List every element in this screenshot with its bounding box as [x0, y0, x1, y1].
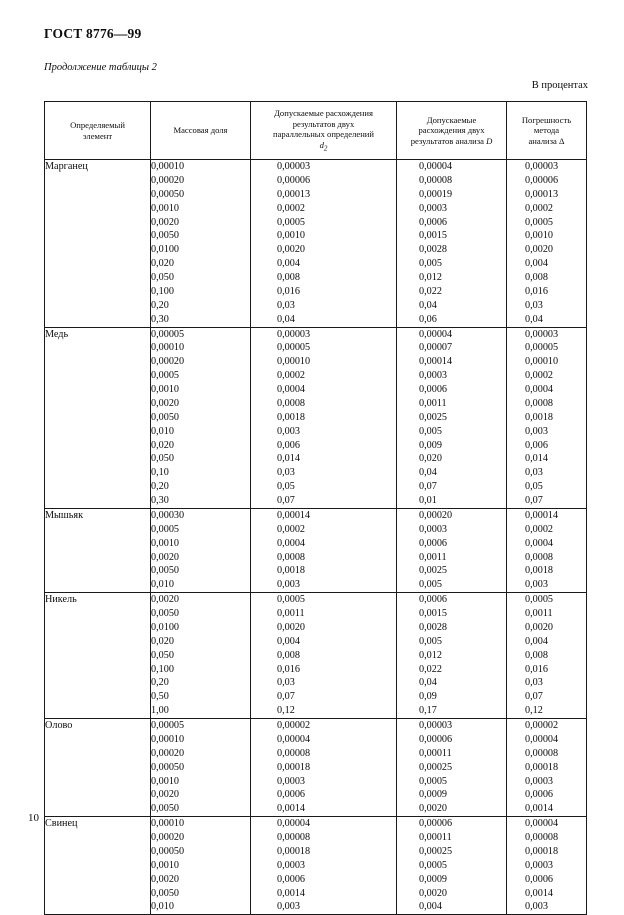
element-name-cell: Мышьяк: [45, 508, 151, 592]
column-header-error-line1: Погрешность метода: [521, 114, 572, 136]
value: 0,0003: [525, 775, 554, 787]
value: 0,00011: [419, 747, 452, 759]
column-header-parallel-line2: результатов двух: [292, 118, 355, 129]
value: 0,022: [419, 285, 442, 297]
value: 0,016: [277, 285, 300, 297]
value: 0,0003: [419, 202, 448, 214]
value: 0,0011: [525, 608, 553, 619]
value: 0,0005: [525, 594, 554, 606]
value: 0,03: [277, 677, 295, 689]
analysis-divergence-cell: [397, 327, 507, 508]
value: 0,00004: [419, 328, 453, 340]
value: 0,0005: [525, 216, 554, 228]
value: 0,00050: [151, 761, 185, 773]
value: 0,03: [525, 467, 543, 479]
value: 0,0006: [277, 873, 306, 885]
column-header-method-error: [507, 102, 587, 160]
table-body: [45, 160, 587, 915]
value: 0,0004: [277, 537, 306, 549]
value: 0,00010: [151, 818, 185, 830]
value: 0,00002: [525, 720, 559, 731]
value: 0,00004: [419, 161, 453, 172]
value: 0,003: [277, 579, 300, 591]
value: 0,0050: [151, 608, 180, 619]
value: 0,00006: [419, 733, 453, 745]
value: 0,00010: [151, 733, 185, 745]
value: 0,0020: [419, 887, 448, 899]
value: 0,20: [151, 299, 169, 311]
value: 0,00025: [419, 845, 453, 857]
value: 0,00050: [151, 188, 185, 200]
value: 0,17: [419, 705, 437, 717]
value: 0,00013: [525, 188, 559, 200]
value: 0,00018: [277, 761, 311, 773]
value: 0,004: [419, 901, 442, 913]
value: 0,00008: [277, 747, 311, 759]
value: 0,07: [525, 691, 543, 703]
value: 0,04: [419, 299, 437, 311]
value: 0,100: [151, 663, 174, 675]
value: 0,0010: [151, 202, 180, 214]
value: 0,0011: [419, 397, 447, 409]
value: 0,0011: [277, 608, 305, 619]
value: 0,00004: [525, 818, 559, 830]
value: 0,0006: [419, 537, 448, 549]
element-name-cell: Марганец: [45, 160, 151, 328]
value: 0,0005: [151, 370, 180, 382]
value: 0,00003: [277, 328, 311, 340]
value: 0,04: [419, 467, 437, 479]
value: 0,0020: [277, 244, 306, 256]
value: 0,020: [151, 439, 174, 451]
value: 0,09: [419, 691, 437, 703]
element-name-cell: Медь: [45, 327, 151, 508]
value: 0,0008: [525, 551, 554, 563]
parallel-divergence-cell: [251, 508, 397, 592]
value: 0,0002: [277, 202, 306, 214]
value: 0,00006: [277, 174, 311, 186]
value: 0,20: [151, 677, 169, 689]
value: 0,006: [525, 439, 548, 451]
column-header-element-line2: элемент: [82, 130, 113, 141]
value: 0,05: [525, 481, 543, 493]
value: 0,00011: [419, 832, 452, 843]
value: 0,0015: [419, 230, 448, 242]
value: 0,00008: [525, 832, 559, 843]
value: 0,0018: [525, 565, 554, 577]
value: 0,00025: [419, 761, 453, 773]
page-number: 10: [28, 812, 39, 824]
value: 0,0020: [151, 873, 180, 885]
mass-fraction-cell: [151, 160, 251, 328]
value: 0,0028: [419, 244, 448, 256]
column-header-element: [45, 102, 151, 160]
value: 0,00003: [525, 328, 559, 340]
table-row: [45, 817, 587, 915]
column-header-parallel-line3: параллельных определений: [273, 129, 374, 140]
value: 0,0003: [419, 523, 448, 535]
value: 0,07: [277, 691, 295, 703]
value: 0,0018: [277, 565, 306, 577]
value: 0,00006: [525, 174, 559, 186]
value: 0,0018: [277, 411, 306, 423]
value: 0,0020: [525, 244, 554, 256]
column-header-parallel-divergence: [251, 102, 397, 160]
value: 0,0025: [419, 565, 448, 577]
value: 0,0025: [419, 411, 448, 423]
column-header-parallel-symbol: d: [319, 139, 324, 150]
value: 0,0014: [277, 887, 306, 899]
value: 0,00004: [277, 818, 311, 830]
value: 0,00050: [151, 845, 185, 857]
value: 0,0014: [525, 803, 554, 815]
value: 0,00005: [277, 342, 311, 354]
value: 0,0009: [419, 873, 448, 885]
mass-fraction-cell: [151, 719, 251, 817]
column-header-analysis-symbol: D: [486, 135, 493, 146]
value: 0,0004: [277, 384, 306, 395]
value: 0,00006: [419, 818, 453, 830]
value: 0,30: [151, 495, 169, 506]
value: 0,00004: [525, 733, 559, 745]
mass-fraction-cell: [151, 508, 251, 592]
table-row: [45, 160, 587, 328]
element-name-cell: Олово: [45, 719, 151, 817]
table-row: [45, 593, 587, 719]
value: 0,009: [419, 439, 442, 451]
table-row: [45, 327, 587, 508]
column-header-element-line1: Определяемый: [70, 120, 125, 131]
mass-fraction-cell: [151, 327, 251, 508]
element-name-cell: Свинец: [45, 817, 151, 915]
value: 0,003: [525, 579, 548, 591]
value: 0,00003: [277, 161, 311, 172]
value: 0,00008: [525, 747, 559, 759]
value: 0,050: [151, 649, 174, 661]
column-header-analysis-line2: расхождения двух: [418, 125, 485, 136]
value: 0,0014: [277, 803, 306, 815]
value: 0,03: [277, 467, 295, 479]
column-header-analysis-line3: результатов анализа: [410, 135, 484, 146]
value: 0,0002: [525, 370, 554, 382]
analysis-divergence-cell: [397, 508, 507, 592]
value: 0,00004: [277, 733, 311, 745]
value: 0,0003: [277, 859, 306, 871]
value: 0,0002: [277, 523, 306, 535]
value: 0,00002: [277, 720, 311, 731]
value: 0,012: [419, 272, 442, 283]
column-header-parallel-line1: Допускаемые расхождения: [274, 108, 373, 119]
value: 0,0005: [277, 216, 306, 228]
value: 0,04: [419, 677, 437, 689]
value: 0,0006: [419, 216, 448, 228]
value: 0,022: [419, 663, 442, 675]
value: 0,0010: [277, 230, 306, 242]
value: 0,0006: [419, 384, 448, 395]
value: 0,012: [419, 649, 442, 661]
column-header-parallel-symbol-subscript: 2: [323, 144, 328, 153]
method-error-cell: [507, 817, 587, 915]
value: 0,00014: [419, 356, 453, 368]
value: 0,0028: [419, 621, 448, 633]
value: 0,00020: [151, 747, 185, 759]
value: 0,12: [277, 705, 295, 717]
value: 0,00005: [151, 328, 185, 340]
value: 0,0020: [419, 803, 448, 815]
value: 0,0004: [525, 537, 554, 549]
value: 0,016: [277, 663, 300, 675]
value: 0,008: [277, 649, 300, 661]
value: 0,00014: [277, 509, 311, 521]
value: 0,008: [525, 649, 548, 661]
value: 0,00003: [525, 161, 559, 172]
value: 0,0014: [525, 887, 554, 899]
column-header-mass-fraction: [151, 102, 251, 160]
method-error-cell: [507, 327, 587, 508]
table-header-row: [45, 102, 587, 160]
tolerance-table: [44, 101, 587, 915]
value: 0,0010: [151, 859, 180, 871]
value: 0,003: [525, 901, 548, 913]
value: 0,10: [151, 467, 169, 479]
value: 0,0008: [525, 397, 554, 409]
value: 0,00005: [151, 720, 185, 731]
value: 0,00020: [151, 174, 185, 186]
value: 0,00008: [277, 832, 311, 843]
value: 0,020: [151, 258, 174, 270]
value: 0,05: [277, 481, 295, 493]
value: 0,0002: [277, 370, 306, 382]
value: 0,0002: [525, 202, 554, 214]
units-note: В процентах: [531, 80, 588, 91]
value: 0,003: [277, 425, 300, 437]
value: 0,00010: [151, 161, 185, 172]
value: 0,00030: [151, 509, 185, 521]
value: 0,0020: [151, 216, 180, 228]
value: 0,04: [525, 313, 543, 325]
method-error-cell: [507, 593, 587, 719]
value: 0,0100: [151, 621, 180, 633]
value: 0,50: [151, 691, 169, 703]
value: 0,0050: [151, 230, 180, 242]
value: 0,0003: [419, 370, 448, 382]
value: 0,0008: [277, 397, 306, 409]
value: 0,0050: [151, 565, 180, 577]
value: 0,0020: [277, 621, 306, 633]
value: 0,30: [151, 313, 169, 325]
value: 0,00019: [419, 188, 453, 200]
value: 0,0020: [151, 397, 180, 409]
value: 0,20: [151, 481, 169, 493]
analysis-divergence-cell: [397, 719, 507, 817]
value: 0,00010: [151, 342, 185, 354]
value: 0,07: [277, 495, 295, 506]
value: 0,0006: [419, 594, 448, 606]
value: 0,016: [525, 285, 548, 297]
parallel-divergence-cell: [251, 160, 397, 328]
value: 0,0011: [419, 551, 447, 563]
value: 0,050: [151, 453, 174, 465]
table-row: [45, 719, 587, 817]
value: 0,0005: [151, 523, 180, 535]
value: 0,020: [419, 453, 442, 465]
column-header-error-line2: анализа: [528, 135, 557, 146]
value: 0,00014: [525, 509, 559, 521]
value: 0,004: [525, 635, 548, 647]
value: 0,0006: [525, 789, 554, 801]
value: 0,016: [525, 663, 548, 675]
value: 0,020: [151, 635, 174, 647]
value: 0,006: [277, 439, 300, 451]
column-header-error-symbol: Δ: [559, 135, 565, 146]
value: 0,008: [277, 272, 300, 283]
value: 0,050: [151, 272, 174, 283]
analysis-divergence-cell: [397, 160, 507, 328]
value: 0,010: [151, 579, 174, 591]
value: 0,003: [277, 901, 300, 913]
column-header-analysis-divergence: [397, 102, 507, 160]
value: 0,0006: [525, 873, 554, 885]
value: 0,0002: [525, 523, 554, 535]
standard-code: ГОСТ 8776—99: [44, 26, 142, 41]
value: 0,0010: [151, 384, 180, 395]
method-error-cell: [507, 508, 587, 592]
value: 0,0050: [151, 411, 180, 423]
value: 0,0020: [151, 551, 180, 563]
value: 0,005: [419, 425, 442, 437]
value: 0,0018: [525, 411, 554, 423]
value: 1,00: [151, 705, 169, 717]
value: 0,00005: [525, 342, 559, 354]
value: 0,0009: [419, 789, 448, 801]
value: 0,07: [525, 495, 543, 506]
analysis-divergence-cell: [397, 817, 507, 915]
value: 0,00020: [151, 832, 185, 843]
method-error-cell: [507, 719, 587, 817]
value: 0,03: [525, 299, 543, 311]
table-header: [45, 102, 587, 160]
value: 0,0100: [151, 244, 180, 256]
value: 0,00020: [151, 356, 185, 368]
mass-fraction-cell: [151, 817, 251, 915]
value: 0,0050: [151, 887, 180, 899]
table-container: [44, 101, 586, 915]
value: 0,014: [277, 453, 300, 465]
value: 0,0020: [151, 789, 180, 801]
value: 0,0020: [151, 594, 180, 606]
parallel-divergence-cell: [251, 719, 397, 817]
value: 0,005: [419, 635, 442, 647]
value: 0,00003: [419, 720, 453, 731]
value: 0,0003: [277, 775, 306, 787]
analysis-divergence-cell: [397, 593, 507, 719]
parallel-divergence-cell: [251, 327, 397, 508]
value: 0,0010: [151, 537, 180, 549]
value: 0,008: [525, 272, 548, 283]
value: 0,00020: [419, 509, 453, 521]
value: 0,03: [277, 299, 295, 311]
value: 0,0006: [277, 789, 306, 801]
value: 0,010: [151, 901, 174, 913]
method-error-cell: [507, 160, 587, 328]
value: 0,06: [419, 313, 437, 325]
value: 0,03: [525, 677, 543, 689]
value: 0,014: [525, 453, 548, 465]
value: 0,005: [419, 258, 442, 270]
table-row: [45, 508, 587, 592]
value: 0,010: [151, 425, 174, 437]
value: 0,0005: [419, 859, 448, 871]
value: 0,004: [277, 258, 300, 270]
value: 0,0010: [525, 230, 554, 242]
value: 0,01: [419, 495, 437, 506]
value: 0,003: [525, 425, 548, 437]
value: 0,00008: [419, 174, 453, 186]
value: 0,04: [277, 313, 295, 325]
column-header-analysis-line1: Допускаемые: [426, 114, 477, 125]
value: 0,0008: [277, 551, 306, 563]
value: 0,00007: [419, 342, 453, 354]
value: 0,0005: [277, 594, 306, 606]
value: 0,0020: [525, 621, 554, 633]
value: 0,0004: [525, 384, 554, 395]
mass-fraction-cell: [151, 593, 251, 719]
value: 0,100: [151, 285, 174, 297]
value: 0,0003: [525, 859, 554, 871]
column-header-mass-fraction-label: Массовая доля: [173, 125, 228, 136]
value: 0,07: [419, 481, 437, 493]
value: 0,00010: [277, 356, 311, 368]
parallel-divergence-cell: [251, 593, 397, 719]
value: 0,0050: [151, 803, 180, 815]
value: 0,0015: [419, 608, 448, 619]
value: 0,0010: [151, 775, 180, 787]
value: 0,0005: [419, 775, 448, 787]
value: 0,00013: [277, 188, 311, 200]
value: 0,005: [419, 579, 442, 591]
element-name-cell: Никель: [45, 593, 151, 719]
table-caption: Продолжение таблицы 2: [44, 62, 157, 73]
parallel-divergence-cell: [251, 817, 397, 915]
value: 0,004: [277, 635, 300, 647]
value: 0,12: [525, 705, 543, 717]
value: 0,00010: [525, 356, 559, 368]
value: 0,00018: [525, 845, 559, 857]
value: 0,004: [525, 258, 548, 270]
value: 0,00018: [277, 845, 311, 857]
value: 0,00018: [525, 761, 559, 773]
